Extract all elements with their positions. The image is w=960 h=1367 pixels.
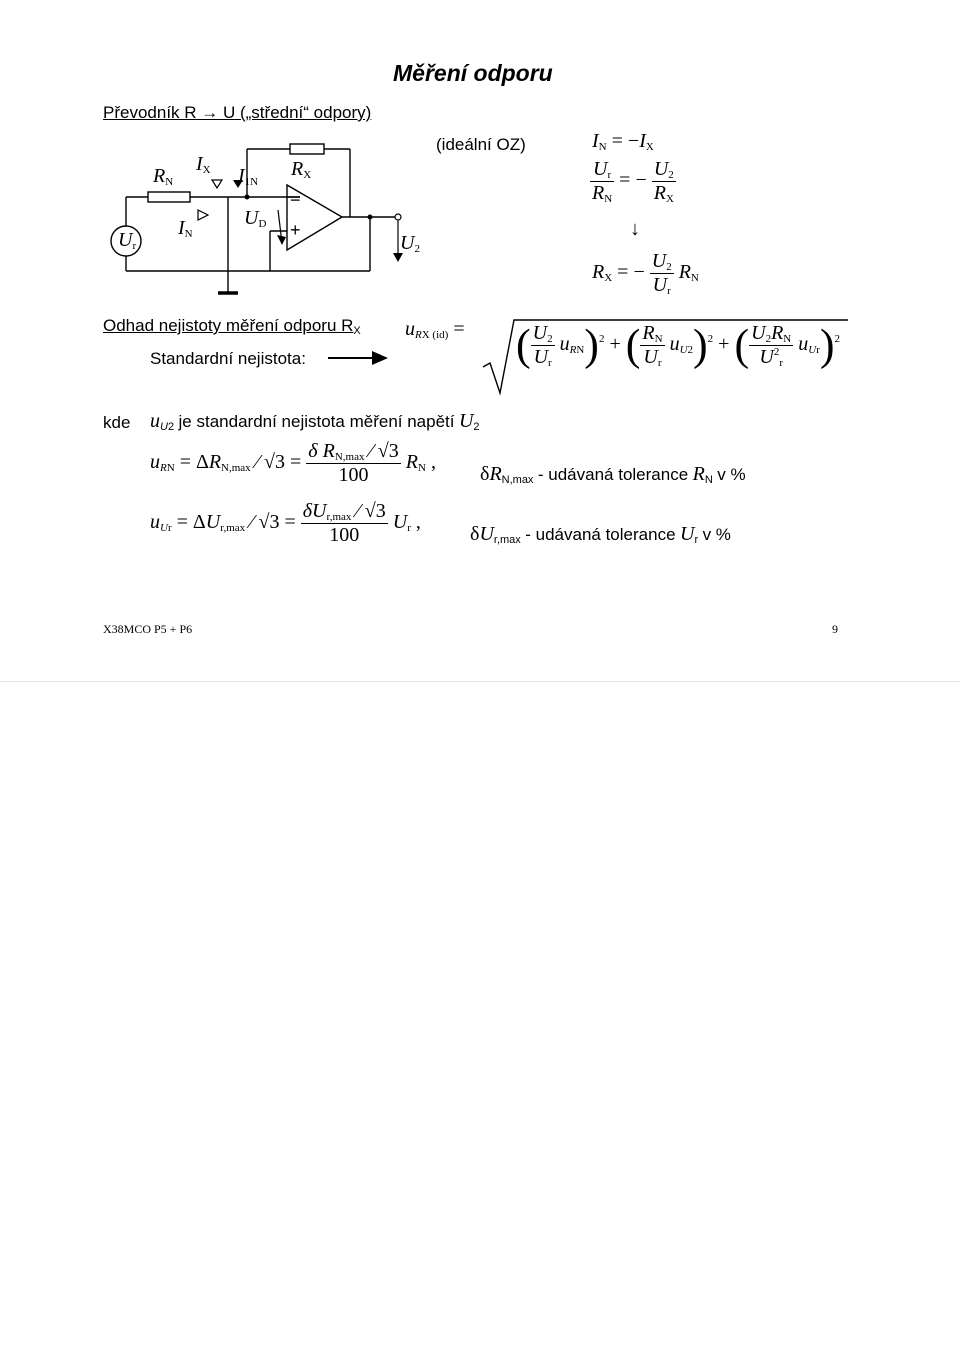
eq-rx: $R_X$ = − $\frac{U_2}{U_r}$ $R_N$ [592,250,699,297]
ix-label: $I_X$ [196,153,211,176]
ideal-opamp-note: (ideální OZ) [436,135,526,154]
i1n-label: $I_{1N}$ [238,165,259,188]
rn-label: $R_N$ [153,165,174,188]
eq-currents: $I_N = -I_X$ [592,130,654,153]
source-label: $U_r$ [118,229,137,252]
rx-label: $R_X$ [291,158,312,181]
opamp-plus: + [290,220,301,240]
kde-label: kde [103,413,131,432]
u2-description: $uU_2$ je standardní nejistota měření napětí $U_2$ [150,410,480,433]
resistor-rx [290,144,324,154]
eq-uncertainty: $uR_{X (id)}$ = [405,318,465,341]
eq-urn: $uR_N = \Delta R_{N,max}$ ⁄ √3 = $\frac{\delta R_{N,max} ⁄ √3}{100}$ $R_N$ , [150,440,436,486]
ur-tolerance-note: $\delta U_{r,max}$ - udávaná tolerance $U_r$ v % [470,523,731,546]
eq-ratio: $\frac{U_r}{R_N}$ = − $\frac{U_2}{R_X}$ [592,158,674,205]
in-label: $I_N$ [178,217,193,240]
converter-heading: Převodník R → U („střední“ odpory) [103,103,372,122]
u2-label: $U_2$ [400,232,420,255]
ud-label: $U_D$ [244,207,267,230]
eq-uur: $uU_r = \Delta U_{r,max}$ ⁄ √3 = $\frac{\delta U_{r,max} ⁄ √3}{100}$ $U_r$ , [150,500,421,546]
standard-uncertainty-label: Standardní nejistota: [150,349,306,368]
eq-uncertainty-terms: ( $\frac{U_2}{U_r}$ $uR_N)^2$ + ( $\frac{R_N}{U_r}$ $uU_2)^2$ + ( $\frac{U_2R_N}{U^2_r}$ $uU_r)^2$ [516,320,841,370]
page-divider [0,681,960,682]
page-title: Měření odporu [393,60,553,86]
arrow-right-icon [328,350,390,366]
resistor-rn [148,192,190,202]
down-arrow: ↓ [630,218,640,240]
footer-course: X38MCO P5 + P6 [103,622,193,636]
opamp-minus: − [290,190,301,210]
estimate-heading: Odhad nejistoty měření odporu $R_X$ [103,316,361,337]
footer-page-number: 9 [832,622,838,636]
rn-tolerance-note: $\delta R_{N,max}$ - udávaná tolerance $R_N$ v % [480,463,746,486]
